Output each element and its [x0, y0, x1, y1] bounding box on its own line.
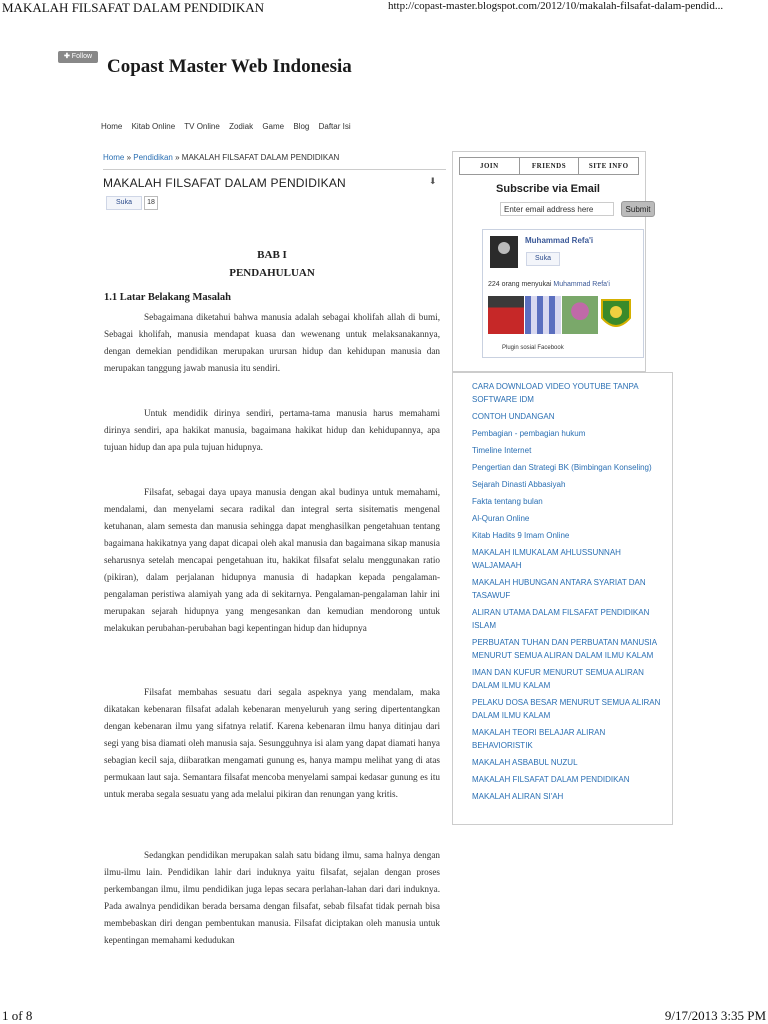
article-paragraph — [104, 309, 440, 377]
nav-item-game[interactable]: Game — [262, 122, 285, 131]
list-item[interactable]: Al-Quran Online — [472, 514, 530, 523]
plus-icon: ✚ — [63, 53, 70, 60]
nav-item-zodiak[interactable]: Zodiak — [229, 122, 254, 131]
facebook-like-count — [488, 281, 610, 288]
list-item[interactable]: IMAN DAN KUFUR MENURUT SEMUA ALIRAN DALAM ILMU KALAM — [472, 668, 644, 690]
chapter-number: BAB I — [257, 249, 287, 261]
facebook-plugin-label: Plugin sosial Facebook — [502, 345, 564, 351]
paragraph-text: Sedangkan pendidikan merupakan salah satu bidang ilmu, sama halnya dengan ilmu-ilmu lain. Pendidikan lahir dari induknya yaitu filsafat, sejalan dengan proses perkembangan ilmu, ilmu pendidikan juga lepas secara perlahan-lahan dari dari induknya. Pada awalnya pendidikan berada bersama dengan filsafat, sebab filsafat tidak pernah bisa membebaskan diri dengan pembentukan manusia. Filsafat diciptakan oleh manusia untuk kepentingan memahami kedudukan — [104, 850, 440, 945]
paragraph-text: Untuk mendidik dirinya sendiri, pertama-tama manusia harus memahami dirinya sendiri, apa hakikat manusia, bagaimana hakikat hidup dan kehidupannya, apa tujuan hidup dan apa pula tujuan hidupnya. — [104, 408, 440, 452]
paragraph-text: Filsafat, sebagai daya upaya manusia dengan akal budinya untuk memahami, mendalami, dan menyelami secara radikal dan integral serta sisitematis mengenal ketuhanan, alam semesta dan manusia sehingga dapat menghasilkan pengetahuan tentang bagaimana hakikatnya yang dapat dicapai oleh akal manusia dan bagaimana sikap manusia seharusnya setelah mencapai pengetahuan itu, hakikat filsafat selalu menggunakan ratio (pikiran), dalam perjalanan hidupnya manusia di hadapkan kepada pengalaman-pengalaman peristiwa alamiyah yang ada di sekitarnya. Pengalaman-pengalaman lahir ini merupakan sejarah hidupnya yang mengesankan dan kemudian mendorong untuk melakukan perubahan-perubahan bagi kepentingan hidup dan hidupnya — [104, 487, 440, 633]
article-paragraph — [104, 405, 440, 456]
print-footer-page: 1 of 8 — [2, 1008, 33, 1023]
section-subheading: 1.1 Latar Belakang Masalah — [104, 292, 231, 303]
avatar[interactable] — [490, 236, 518, 268]
follow-label: Follow — [71, 53, 93, 60]
friend-photo[interactable] — [525, 296, 561, 334]
breadcrumb-home[interactable]: Home — [103, 153, 125, 162]
nav-item-tv-online[interactable]: TV Online — [184, 122, 220, 131]
list-item[interactable]: CONTOH UNDANGAN — [472, 412, 555, 421]
tab-site-info[interactable]: SITE INFO — [588, 162, 629, 170]
download-arrow-icon[interactable]: ⬇ — [429, 176, 437, 186]
facebook-profile-name[interactable]: Muhammad Refa'i — [525, 236, 594, 245]
nav-item-blog[interactable]: Blog — [293, 122, 310, 131]
list-item[interactable]: PERBUATAN TUHAN DAN PERBUATAN MANUSIA MENURUT SEMUA ALIRAN DALAM ILMU KALAM — [472, 638, 657, 660]
paragraph-text: Sebagaimana diketahui bahwa manusia adalah sebagai kholifah allah di bumi, Sebagai kholifah, manusia mendapat kuasa dan wewenang untuk melaksanakannya, dengan demekian pendidikan merupakan urursan hidup dan kehidupan manusia dan merupakan tanggung jawab manusia itu sendiri. — [104, 312, 440, 373]
breadcrumb-separator: » — [126, 153, 132, 162]
like-count: 18 — [144, 196, 158, 210]
breadcrumb-separator: » — [175, 153, 180, 162]
post-title: MAKALAH FILSAFAT DALAM PENDIDIKAN — [103, 176, 346, 190]
list-item[interactable]: Timeline Internet — [472, 446, 532, 455]
chapter-heading — [104, 246, 440, 282]
friend-photo[interactable] — [488, 296, 524, 334]
chapter-title: PENDAHULUAN — [229, 267, 315, 279]
list-item[interactable]: Kitab Hadits 9 Imam Online — [472, 531, 570, 540]
list-item[interactable]: MAKALAH ALIRAN SI'AH — [472, 792, 564, 801]
list-item[interactable]: PELAKU DOSA BESAR MENURUT SEMUA ALIRAN DALAM ILMU KALAM — [472, 698, 661, 720]
list-item[interactable]: Fakta tentang bulan — [472, 497, 543, 506]
recent-posts-list — [472, 380, 668, 807]
paragraph-text: Filsafat membahas sesuatu dari segala aspeknya yang mendalam, maka dikatakan kebenaran filsafat adalah kebenaran menyeluruh yang sering dipertentangkan dengan kebenaran ilmu yang sifatnya relatif. Karena kebenaran ilmu hanya ditinjau dari segi yang bisa diamati oleh manusia saja. Sesungguhnya isi alam yang dapat diamati hanya sebagian kecil saja, diibaratkan mengamati gunung es, hanya mampu melihat yang di atas permukaan laut saja. Semantara filsafat mencoba menyelami sampai kedasar gunung es itu untuk meraba segala sesuatu yang ada melalui pikiran dan renungan yang kritis. — [104, 687, 440, 799]
main-nav — [101, 122, 358, 131]
submit-button[interactable]: Submit — [621, 201, 655, 217]
friend-photo[interactable] — [562, 296, 598, 334]
print-footer-datetime: 9/17/2013 3:35 PM — [664, 1008, 766, 1023]
emblem-icon — [598, 296, 634, 334]
list-item[interactable]: MAKALAH HUBUNGAN ANTARA SYARIAT DAN TASAWUF — [472, 578, 646, 600]
list-item[interactable]: Pengertian dan Strategi BK (Bimbingan Konseling) — [472, 463, 652, 472]
article-paragraph — [104, 684, 440, 803]
list-item[interactable]: MAKALAH FILSAFAT DALAM PENDIDIKAN — [472, 775, 630, 784]
email-field[interactable] — [500, 202, 614, 216]
follow-button[interactable] — [58, 51, 98, 63]
friend-photo[interactable] — [598, 296, 634, 334]
list-item[interactable]: CARA DOWNLOAD VIDEO YOUTUBE TANPA SOFTWARE IDM — [472, 382, 639, 404]
tab-friends[interactable]: FRIENDS — [520, 158, 580, 174]
list-item[interactable]: MAKALAH TEORI BELAJAR ALIRAN BEHAVIORISTIK — [472, 728, 606, 750]
title-divider — [103, 169, 446, 170]
list-item[interactable]: Sejarah Dinasti Abbasiyah — [472, 480, 566, 489]
list-item[interactable]: ALIRAN UTAMA DALAM FILSAFAT PENDIDIKAN ISLAM — [472, 608, 650, 630]
list-item[interactable]: MAKALAH ASBABUL NUZUL — [472, 758, 578, 767]
nav-item-daftar-isi[interactable]: Daftar Isi — [318, 122, 351, 131]
list-item[interactable]: MAKALAH ILMUKALAM AHLUSSUNNAH WALJAMAAH — [472, 548, 621, 570]
article-paragraph — [104, 847, 440, 949]
like-button[interactable]: Suka — [106, 196, 142, 210]
breadcrumb-category[interactable]: Pendidikan — [133, 153, 173, 162]
breadcrumb-current: MAKALAH FILSAFAT DALAM PENDIDIKAN — [181, 153, 340, 162]
like-count-name[interactable]: Muhammad Refa'i — [553, 281, 610, 288]
nav-item-kitab-online[interactable]: Kitab Online — [131, 122, 176, 131]
print-header-title: MAKALAH FILSAFAT DALAM PENDIDIKAN — [2, 0, 265, 15]
facebook-like-button[interactable]: Suka — [526, 252, 560, 266]
site-title[interactable]: Copast Master Web Indonesia — [107, 56, 352, 77]
article-paragraph — [104, 484, 440, 637]
list-item[interactable]: Pembagian - pembagian hukum — [472, 429, 586, 438]
tab-join[interactable]: JOIN — [460, 158, 520, 174]
print-header-url: http://copast-master.blogspot.com/2012/10/makalah-filsafat-dalam-pendid... — [388, 0, 724, 12]
breadcrumb — [103, 153, 339, 162]
sidebar-tabs — [459, 157, 639, 175]
like-count-text: 224 orang menyukai — [488, 281, 552, 288]
nav-item-home[interactable]: Home — [101, 122, 123, 131]
subscribe-title: Subscribe via Email — [496, 183, 600, 195]
